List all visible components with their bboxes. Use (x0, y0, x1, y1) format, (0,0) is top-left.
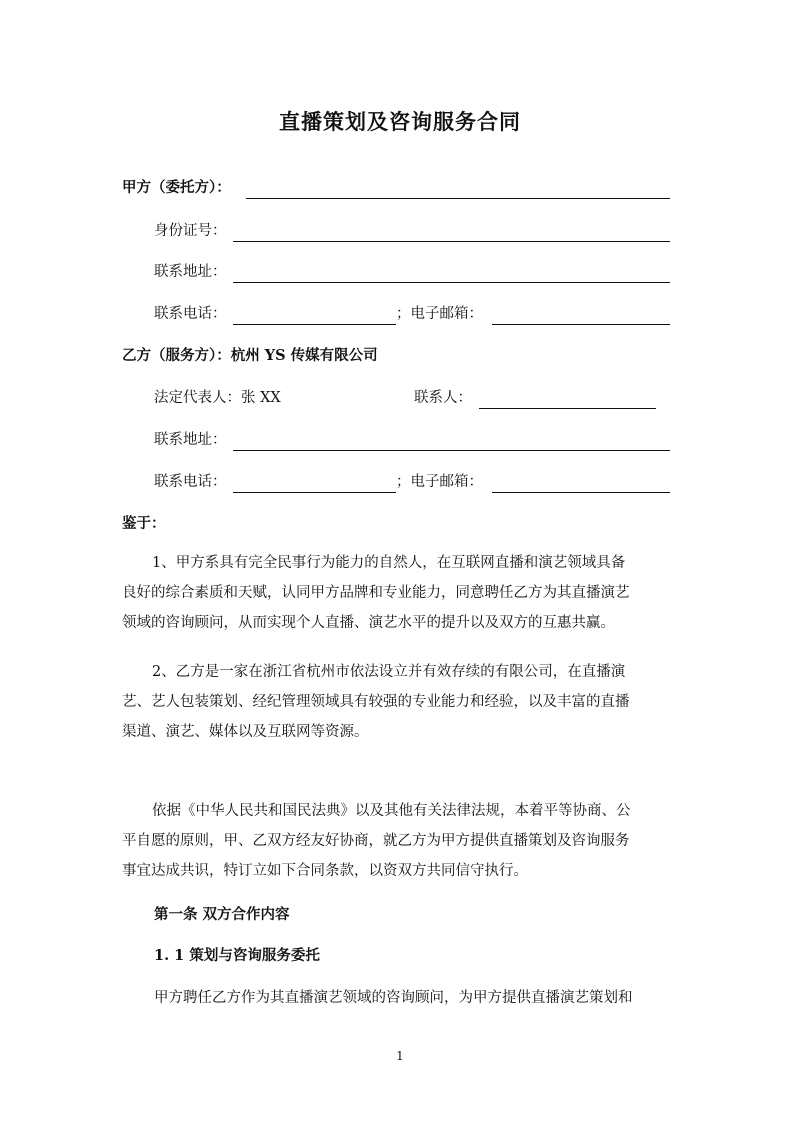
party-a-email-blank (492, 304, 670, 325)
section-1-1-text: 甲方聘任乙方作为其直播演艺领域的咨询顾问，为甲方提供直播演艺策划和 (154, 990, 633, 1006)
page-number: 1 (396, 1049, 404, 1063)
party-b-contact-blank (479, 388, 656, 409)
party-a-email-label: ；电子邮箱： (396, 306, 483, 322)
party-b-address-blank (233, 430, 670, 451)
party-a-label: 甲方（委托方）： (122, 179, 231, 196)
article-1-heading: 第一条 双方合作内容 (154, 906, 290, 923)
party-a-address-label: 联系地址： (154, 264, 227, 280)
party-b-contact-label: 联系人： (414, 390, 472, 406)
section-1-1-heading: 1. 1 策划与咨询服务委托 (154, 947, 320, 964)
text-line: 1、甲方系具有完全民事行为能力的自然人，在互联网直播和演艺领域具备 (152, 555, 626, 571)
text-line: 事宜达成共识，特订立如下合同条款，以资双方共同信守执行。 (122, 863, 528, 879)
party-b-phone-label: 联系电话： (154, 474, 227, 490)
party-b-legal-rep: 法定代表人：张 XX (154, 390, 281, 406)
text-line: 良好的综合素质和天赋，认同甲方品牌和专业能力，同意聘任乙方为其直播演艺 (122, 585, 630, 601)
text-line: 依据《中华人民共和国民法典》以及其他有关法律法规，本着平等协商、公 (152, 803, 631, 819)
party-a-id-blank (233, 221, 670, 242)
text-line: 平自愿的原则，甲、乙双方经友好协商，就乙方为甲方提供直播策划及咨询服务 (122, 833, 630, 849)
whereas-clause-1 (122, 548, 682, 638)
whereas-clause-2 (122, 657, 682, 747)
text-line: 领域的咨询顾问，从而实现个人直播、演艺水平的提升以及双方的互惠共赢。 (122, 615, 615, 631)
party-a-address-blank (233, 262, 670, 283)
party-b-email-blank (492, 472, 670, 493)
party-a-name-blank (246, 178, 670, 199)
party-a-id-label: 身份证号： (154, 223, 227, 239)
party-b-address-label: 联系地址： (154, 432, 227, 448)
party-a-phone-blank (233, 304, 396, 325)
text-line: 渠道、演艺、媒体以及互联网等资源。 (122, 724, 369, 740)
party-b-email-label: ；电子邮箱： (396, 474, 483, 490)
whereas-label: 鉴于： (122, 515, 166, 532)
basis-paragraph (122, 796, 682, 886)
text-line: 2、乙方是一家在浙江省杭州市依法设立并有效存续的有限公司，在直播演 (152, 664, 626, 680)
party-a-phone-label: 联系电话： (154, 306, 227, 322)
document-title: 直播策划及咨询服务合同 (279, 109, 521, 134)
party-b-label: 乙方（服务方）：杭州 YS 传媒有限公司 (122, 347, 378, 364)
party-b-phone-blank (233, 472, 396, 493)
text-line: 艺、艺人包装策划、经纪管理领域具有较强的专业能力和经验，以及丰富的直播 (122, 694, 630, 710)
